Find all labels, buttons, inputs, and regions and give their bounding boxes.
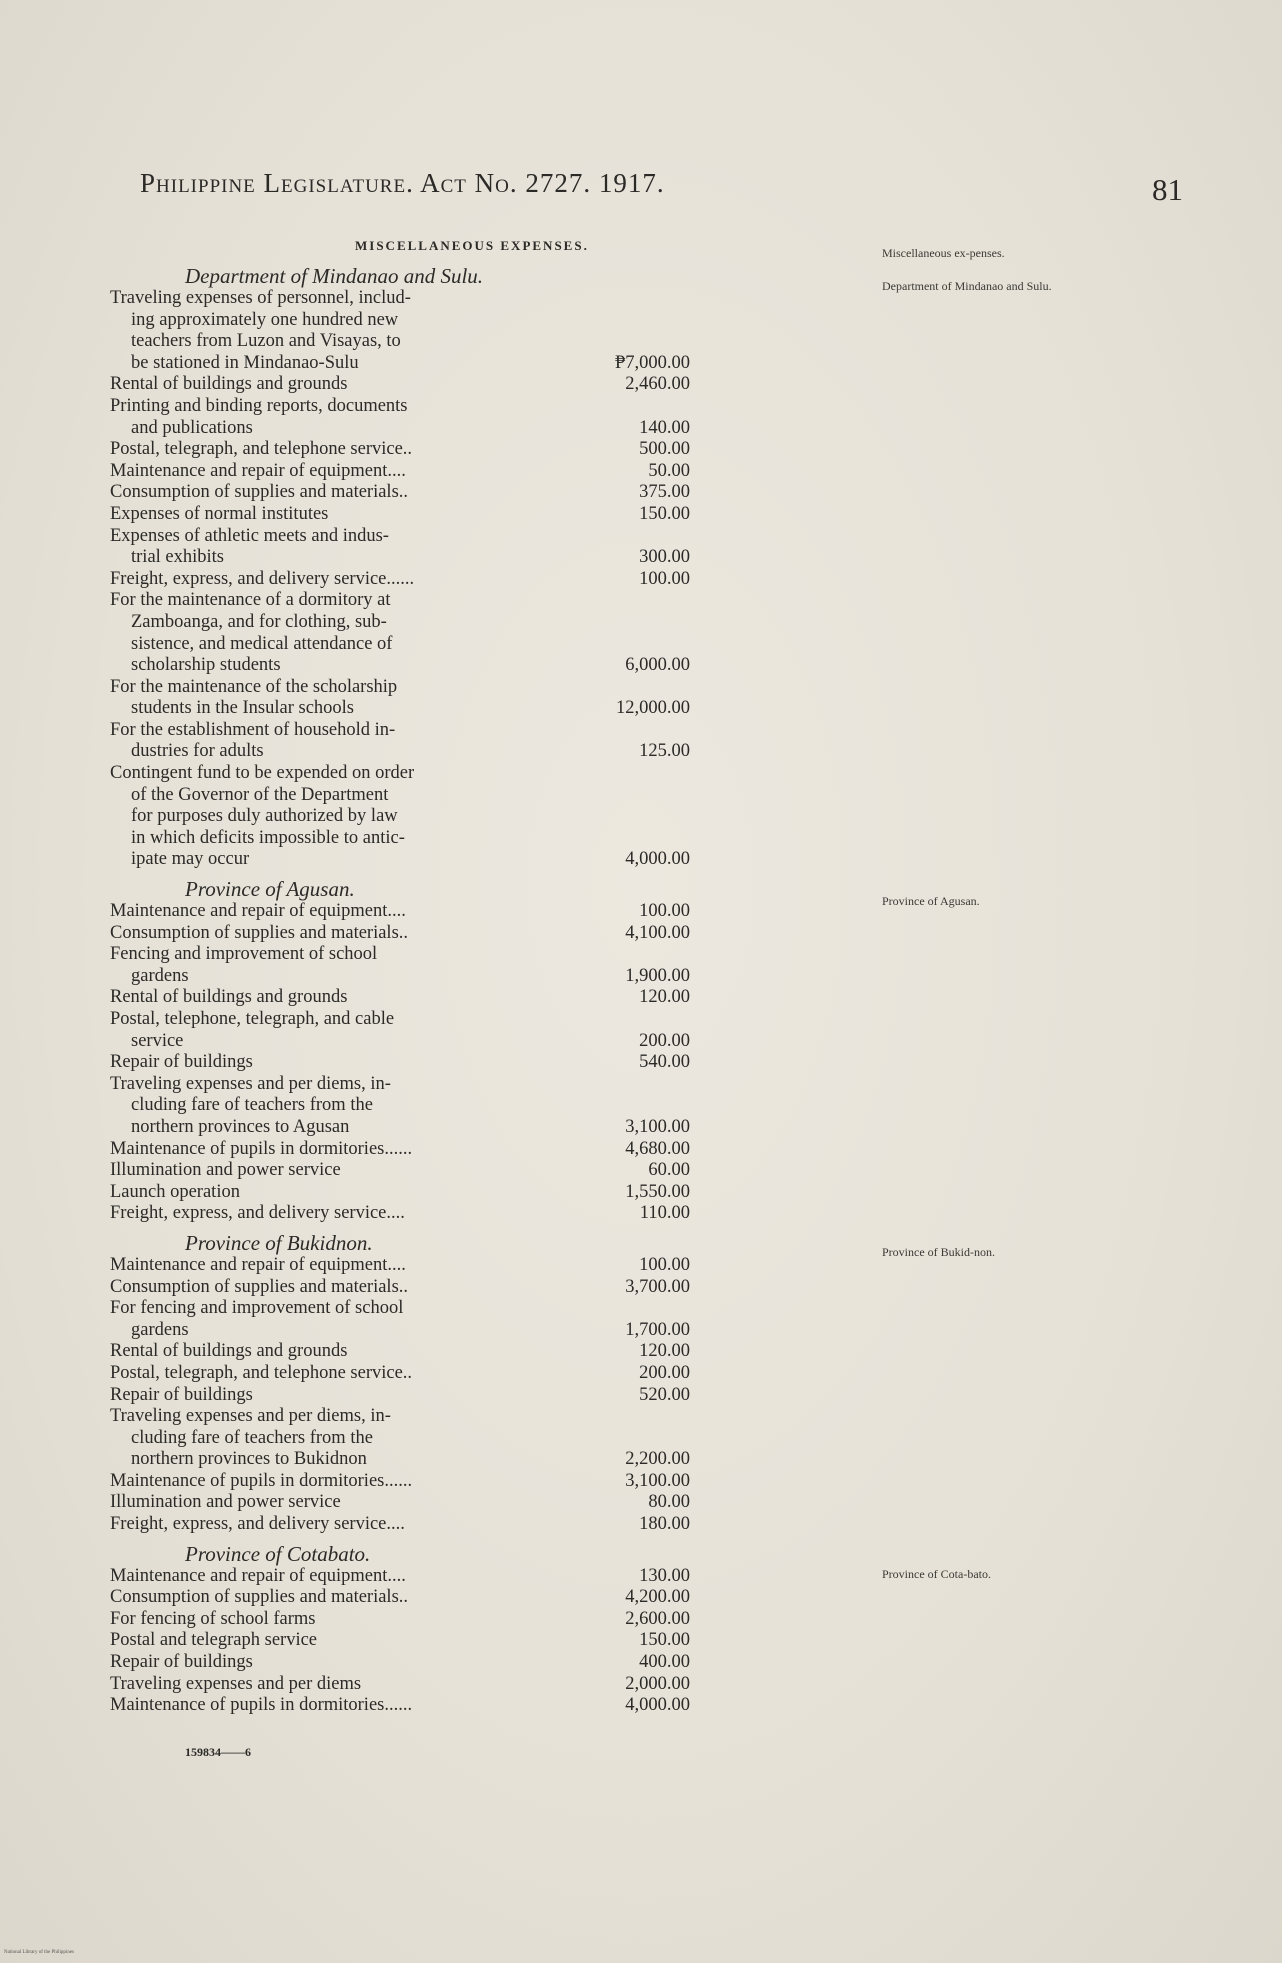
heading-spacer — [580, 264, 690, 288]
expense-line: Fencing and improvement of school — [110, 944, 378, 965]
amount-spacer — [580, 1009, 690, 1031]
heading-spacer — [580, 877, 690, 901]
expense-descriptions — [110, 264, 590, 1717]
amount-spacer — [580, 1298, 690, 1320]
margin-note-bukidnon: Province of Bukid-non. — [882, 1245, 995, 1259]
expense-line: Repair of buildings — [110, 1652, 253, 1673]
expense-line: Postal, telegraph, and telephone service.. — [110, 1362, 413, 1383]
expense-line: Traveling expenses and per diems, in- — [110, 1073, 391, 1094]
margin-note-mindanao: Department of Mindanao and Sulu. — [882, 279, 1052, 293]
expense-amount: 120.00 — [639, 987, 690, 1008]
expense-line: Illumination and power service — [110, 1492, 341, 1513]
margin-note-misc: Miscellaneous ex-penses. — [882, 246, 1005, 260]
expense-amount: 540.00 — [639, 1052, 690, 1073]
expense-amount: 1,900.00 — [625, 965, 690, 986]
expense-amount: 2,000.00 — [625, 1673, 690, 1694]
expense-line: be stationed in Mindanao-Sulu — [131, 352, 359, 373]
expense-amount: 500.00 — [639, 439, 690, 460]
expense-amount: 1,550.00 — [625, 1181, 690, 1202]
expense-line: Consumption of supplies and materials.. — [110, 922, 409, 943]
expense-amount: 4,000.00 — [625, 1695, 690, 1716]
expense-line: Repair of buildings — [110, 1052, 253, 1073]
expense-amount: 200.00 — [639, 1030, 690, 1051]
expense-amount: 12,000.00 — [616, 698, 690, 719]
expense-line: Maintenance of pupils in dormitories...... — [110, 1138, 413, 1159]
expense-line: Postal and telegraph service — [110, 1630, 318, 1651]
section-heading: Province of Cotabato. — [185, 1541, 371, 1566]
expense-line: For fencing of school farms — [110, 1608, 316, 1629]
expense-line: gardens — [131, 1319, 189, 1340]
section-heading: Province of Agusan. — [185, 877, 355, 902]
amount-spacer — [580, 944, 690, 966]
expense-line: Maintenance and repair of equipment.... — [110, 1565, 406, 1586]
expense-line: ipate may occur — [131, 849, 250, 870]
expense-line: Traveling expenses of personnel, includ- — [110, 288, 411, 308]
expense-line: Contingent fund to be expended on order — [110, 763, 415, 784]
expense-line: Postal, telephone, telegraph, and cable — [110, 1009, 395, 1029]
expense-amount: 200.00 — [639, 1362, 690, 1383]
expense-line: Freight, express, and delivery service.... — [110, 1514, 405, 1535]
expense-line: gardens — [131, 965, 189, 986]
expense-line: Launch operation — [110, 1181, 240, 1202]
library-tag: National Library of the Philippines — [4, 1950, 74, 1955]
amount-spacer — [580, 763, 690, 785]
section-title: MISCELLANEOUS EXPENSES. — [355, 238, 589, 253]
expense-line: students in the Insular schools — [131, 698, 355, 719]
expense-amount: 100.00 — [639, 901, 690, 922]
expense-amount: 3,100.00 — [625, 1116, 690, 1137]
expense-line: Traveling expenses and per diems — [110, 1673, 362, 1694]
expense-amount: 375.00 — [639, 482, 690, 503]
expense-line: cluding fare of teachers from the — [131, 1095, 373, 1116]
amount-spacer — [580, 526, 690, 548]
expense-line: Maintenance of pupils in dormitories...... — [110, 1470, 413, 1491]
expense-line: northern provinces to Bukidnon — [131, 1449, 367, 1470]
expense-line: Repair of buildings — [110, 1384, 253, 1405]
amount-spacer — [580, 612, 690, 634]
amount-spacer — [580, 590, 690, 612]
expense-amount: 120.00 — [639, 1341, 690, 1362]
margin-note-cotabato: Province of Cota-bato. — [882, 1567, 991, 1581]
expense-line: service — [131, 1030, 184, 1051]
amount-spacer — [580, 806, 690, 828]
expense-line: northern provinces to Agusan — [131, 1116, 350, 1137]
amount-spacer — [580, 634, 690, 656]
expense-line: of the Governor of the Department — [131, 784, 389, 805]
expense-line: Postal, telegraph, and telephone service.. — [110, 439, 413, 460]
expense-amounts — [580, 264, 690, 1717]
expense-line: Printing and binding reports, documents — [110, 395, 408, 416]
expense-amount: 4,680.00 — [625, 1138, 690, 1159]
amount-spacer — [580, 1095, 690, 1117]
expense-line: Rental of buildings and grounds — [110, 374, 348, 395]
expense-line: in which deficits impossible to antic- — [131, 827, 405, 848]
amount-spacer — [580, 785, 690, 807]
expense-line: Traveling expenses and per diems, in- — [110, 1406, 391, 1427]
expense-amount: 4,100.00 — [625, 922, 690, 943]
expense-line: ing approximately one hundred new — [131, 309, 399, 330]
expense-line: Maintenance and repair of equipment.... — [110, 901, 406, 922]
expense-line: Freight, express, and delivery service.... — [110, 1203, 405, 1224]
expense-line: scholarship students — [131, 655, 281, 676]
expense-line: dustries for adults — [131, 741, 264, 762]
amount-spacer — [580, 288, 690, 310]
expense-line: Consumption of supplies and materials.. — [110, 1276, 409, 1297]
amount-spacer — [580, 1406, 690, 1428]
expense-line: Maintenance of pupils in dormitories...... — [110, 1695, 413, 1716]
running-header: Philippine Legislature. Act No. 2727. 1917. — [140, 168, 665, 198]
section-heading: Province of Bukidnon. — [185, 1230, 373, 1255]
expense-amount: 1,700.00 — [625, 1319, 690, 1340]
expense-line: For the establishment of household in- — [110, 719, 396, 740]
expense-amount: 180.00 — [639, 1514, 690, 1535]
expense-line: cluding fare of teachers from the — [131, 1427, 373, 1448]
expense-amount: 80.00 — [648, 1492, 690, 1513]
expense-line: Consumption of supplies and materials.. — [110, 482, 409, 503]
expense-line: Zamboanga, and for clothing, sub- — [131, 611, 387, 632]
expense-amount: 2,460.00 — [625, 374, 690, 395]
amount-spacer — [580, 331, 690, 353]
page-number: 81 — [1152, 172, 1183, 207]
expense-amount: 100.00 — [639, 1254, 690, 1275]
amount-spacer — [580, 1074, 690, 1096]
expense-amount: 2,200.00 — [625, 1449, 690, 1470]
expense-amount: 50.00 — [648, 460, 690, 481]
amount-spacer — [580, 828, 690, 850]
amount-spacer — [580, 720, 690, 742]
expense-amount: 300.00 — [639, 547, 690, 568]
expense-amount: 150.00 — [639, 503, 690, 524]
expense-line: Maintenance and repair of equipment.... — [110, 1254, 406, 1275]
expense-line: Maintenance and repair of equipment.... — [110, 460, 406, 481]
expense-line: Freight, express, and delivery service...... — [110, 568, 415, 589]
expense-line: teachers from Luzon and Visayas, to — [131, 331, 401, 352]
expense-line: Rental of buildings and grounds — [110, 987, 348, 1008]
expense-amount: 3,100.00 — [625, 1470, 690, 1491]
heading-spacer — [580, 1542, 690, 1566]
expense-amount: 150.00 — [639, 1630, 690, 1651]
expense-line: Expenses of normal institutes — [110, 503, 329, 524]
expense-amount: 520.00 — [639, 1384, 690, 1405]
expense-amount: 110.00 — [639, 1203, 690, 1224]
expense-line: Consumption of supplies and materials.. — [110, 1587, 409, 1608]
expense-line: and publications — [131, 417, 253, 438]
expense-amount: 2,600.00 — [625, 1608, 690, 1629]
expense-line: for purposes duly authorized by law — [131, 806, 398, 827]
expense-line: For fencing and improvement of school — [110, 1298, 404, 1319]
expense-amount: 400.00 — [639, 1652, 690, 1673]
expense-amount: ₱7,000.00 — [614, 352, 690, 373]
amount-spacer — [580, 677, 690, 699]
margin-note-agusan: Province of Agusan. — [882, 894, 980, 908]
expense-amount: 60.00 — [648, 1160, 690, 1181]
expense-amount: 4,000.00 — [625, 849, 690, 870]
expense-line: sistence, and medical attendance of — [131, 633, 393, 654]
heading-spacer — [580, 1231, 690, 1255]
expense-line: Expenses of athletic meets and indus- — [110, 525, 389, 546]
expense-line: For the maintenance of the scholarship — [110, 676, 398, 697]
expense-amount: 4,200.00 — [625, 1587, 690, 1608]
expense-line: Rental of buildings and grounds — [110, 1341, 348, 1362]
expense-amount: 140.00 — [639, 417, 690, 438]
amount-spacer — [580, 396, 690, 418]
expense-amount: 6,000.00 — [625, 655, 690, 676]
amount-spacer — [580, 1428, 690, 1450]
section-heading: Department of Mindanao and Sulu. — [185, 264, 484, 288]
expense-line: Illumination and power service — [110, 1160, 341, 1181]
expense-amount: 100.00 — [639, 568, 690, 589]
footer-code: 159834——6 — [185, 1745, 251, 1759]
expense-amount: 3,700.00 — [625, 1276, 690, 1297]
expense-amount: 125.00 — [639, 741, 690, 762]
expense-line: For the maintenance of a dormitory at — [110, 590, 391, 611]
amount-spacer — [580, 310, 690, 332]
expense-amount: 130.00 — [639, 1565, 690, 1586]
expense-line: trial exhibits — [131, 547, 224, 568]
